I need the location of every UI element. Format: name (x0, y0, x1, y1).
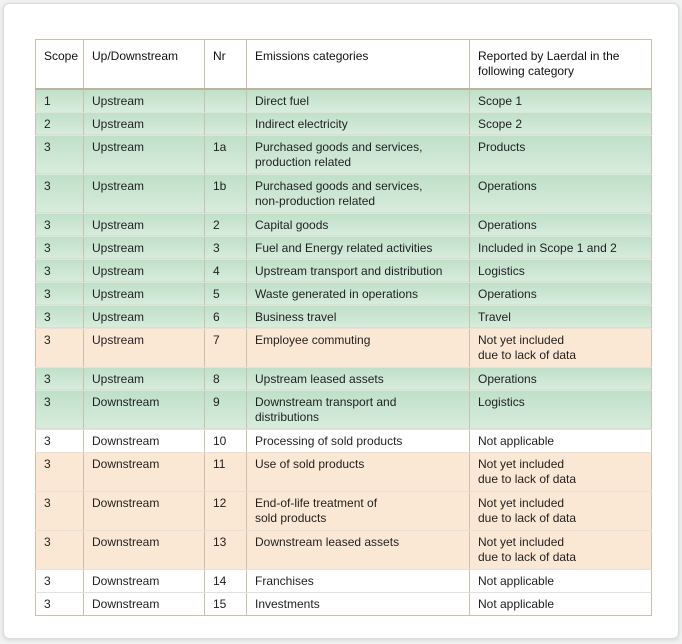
cell-scope: 1 (36, 89, 84, 113)
cell-up-downstream: Upstream (84, 236, 205, 259)
table-row (36, 112, 652, 135)
cell-nr: 5 (205, 282, 247, 305)
table-row (36, 89, 652, 113)
cell-scope: 3 (36, 452, 84, 491)
cell-emissions-category: Franchises (247, 569, 470, 592)
cell-reported-category: Scope 2 (470, 112, 652, 135)
table-row (36, 305, 652, 328)
cell-reported-category: Included in Scope 1 and 2 (470, 236, 652, 259)
cell-scope: 3 (36, 213, 84, 236)
header-up-downstream: Up/Downstream (84, 40, 205, 89)
cell-up-downstream: Upstream (84, 135, 205, 174)
cell-scope: 3 (36, 259, 84, 282)
cell-reported-category: Not applicable (470, 569, 652, 592)
header-reported-category: Reported by Laerdal in the following category (470, 40, 652, 89)
header-nr: Nr (205, 40, 247, 89)
cell-nr: 7 (205, 328, 247, 367)
cell-scope: 3 (36, 174, 84, 213)
cell-scope: 3 (36, 236, 84, 259)
cell-nr: 1a (205, 135, 247, 174)
table-row (36, 390, 652, 429)
cell-up-downstream: Upstream (84, 328, 205, 367)
table-row (36, 282, 652, 305)
table-card (3, 3, 679, 639)
cell-scope: 3 (36, 282, 84, 305)
header-emissions-categories: Emissions categories (247, 40, 470, 89)
cell-reported-category: Products (470, 135, 652, 174)
table-row (36, 452, 652, 491)
cell-up-downstream: Upstream (84, 367, 205, 390)
cell-emissions-category: Downstream leased assets (247, 530, 470, 569)
cell-reported-category: Logistics (470, 390, 652, 429)
cell-emissions-category: Upstream transport and distribution (247, 259, 470, 282)
cell-up-downstream: Upstream (84, 89, 205, 113)
cell-scope: 3 (36, 569, 84, 592)
cell-up-downstream: Upstream (84, 305, 205, 328)
cell-up-downstream: Upstream (84, 174, 205, 213)
emissions-table (35, 39, 652, 616)
cell-scope: 3 (36, 592, 84, 615)
cell-scope: 3 (36, 429, 84, 452)
cell-scope: 3 (36, 328, 84, 367)
cell-nr: 1b (205, 174, 247, 213)
cell-emissions-category: Purchased goods and services, production related (247, 135, 470, 174)
cell-emissions-category: Upstream leased assets (247, 367, 470, 390)
cell-up-downstream: Upstream (84, 282, 205, 305)
cell-nr: 10 (205, 429, 247, 452)
table-row (36, 259, 652, 282)
cell-emissions-category: Fuel and Energy related activities (247, 236, 470, 259)
table-row (36, 328, 652, 367)
cell-up-downstream: Upstream (84, 213, 205, 236)
cell-reported-category: Travel (470, 305, 652, 328)
cell-emissions-category: Employee commuting (247, 328, 470, 367)
cell-emissions-category: Processing of sold products (247, 429, 470, 452)
cell-emissions-category: Purchased goods and services, non-production related (247, 174, 470, 213)
cell-nr: 3 (205, 236, 247, 259)
cell-nr: 12 (205, 491, 247, 530)
cell-reported-category: Operations (470, 282, 652, 305)
table-row (36, 569, 652, 592)
cell-nr: 6 (205, 305, 247, 328)
cell-scope: 3 (36, 367, 84, 390)
cell-nr: 8 (205, 367, 247, 390)
cell-emissions-category: Indirect electricity (247, 112, 470, 135)
table-row (36, 592, 652, 615)
cell-scope: 3 (36, 305, 84, 328)
cell-up-downstream: Downstream (84, 491, 205, 530)
cell-nr: 2 (205, 213, 247, 236)
cell-emissions-category: Waste generated in operations (247, 282, 470, 305)
cell-reported-category: Operations (470, 367, 652, 390)
cell-up-downstream: Upstream (84, 259, 205, 282)
table-row (36, 174, 652, 213)
cell-nr: 4 (205, 259, 247, 282)
cell-reported-category: Not applicable (470, 592, 652, 615)
cell-reported-category: Logistics (470, 259, 652, 282)
cell-up-downstream: Downstream (84, 569, 205, 592)
table-row (36, 236, 652, 259)
cell-nr (205, 89, 247, 113)
table-row (36, 429, 652, 452)
cell-up-downstream: Downstream (84, 429, 205, 452)
cell-up-downstream: Downstream (84, 592, 205, 615)
cell-scope: 3 (36, 530, 84, 569)
header-row (36, 40, 652, 89)
table-row (36, 530, 652, 569)
cell-up-downstream: Upstream (84, 112, 205, 135)
cell-emissions-category: Business travel (247, 305, 470, 328)
cell-emissions-category: Capital goods (247, 213, 470, 236)
cell-nr: 13 (205, 530, 247, 569)
cell-up-downstream: Downstream (84, 530, 205, 569)
cell-nr (205, 112, 247, 135)
cell-reported-category: Not applicable (470, 429, 652, 452)
cell-nr: 14 (205, 569, 247, 592)
cell-reported-category: Not yet included due to lack of data (470, 328, 652, 367)
cell-scope: 2 (36, 112, 84, 135)
cell-emissions-category: Use of sold products (247, 452, 470, 491)
table-row (36, 491, 652, 530)
cell-reported-category: Not yet included due to lack of data (470, 530, 652, 569)
table-row (36, 213, 652, 236)
cell-nr: 9 (205, 390, 247, 429)
cell-emissions-category: Investments (247, 592, 470, 615)
header-scope: Scope (36, 40, 84, 89)
cell-scope: 3 (36, 135, 84, 174)
cell-nr: 15 (205, 592, 247, 615)
cell-nr: 11 (205, 452, 247, 491)
cell-reported-category: Not yet included due to lack of data (470, 452, 652, 491)
cell-emissions-category: End-of-life treatment of sold products (247, 491, 470, 530)
cell-emissions-category: Direct fuel (247, 89, 470, 113)
table-row (36, 367, 652, 390)
cell-reported-category: Operations (470, 213, 652, 236)
table-row (36, 135, 652, 174)
cell-emissions-category: Downstream transport and distributions (247, 390, 470, 429)
cell-scope: 3 (36, 390, 84, 429)
cell-reported-category: Not yet included due to lack of data (470, 491, 652, 530)
cell-scope: 3 (36, 491, 84, 530)
cell-up-downstream: Downstream (84, 452, 205, 491)
cell-up-downstream: Downstream (84, 390, 205, 429)
cell-reported-category: Operations (470, 174, 652, 213)
cell-reported-category: Scope 1 (470, 89, 652, 113)
